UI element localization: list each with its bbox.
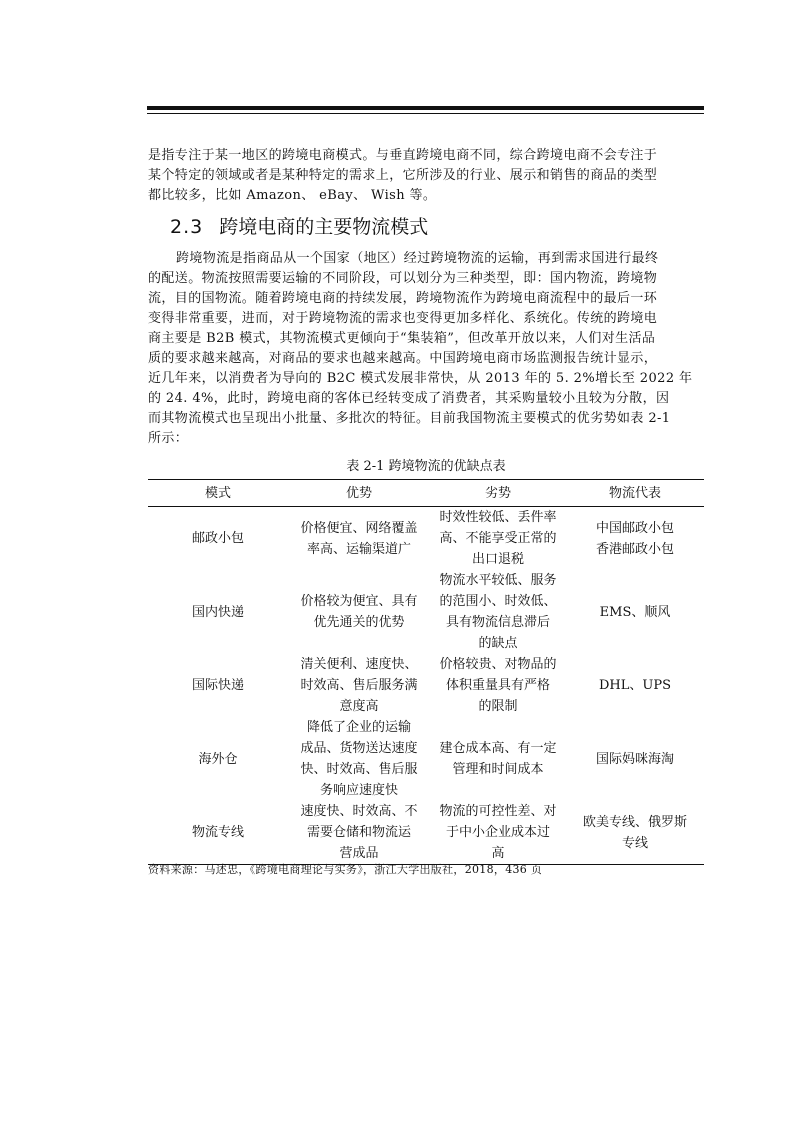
cell-line: 速度快、时效高、不 [300, 804, 418, 819]
table-header-row [148, 480, 704, 507]
table-row [148, 570, 704, 654]
cell-line: 营成品 [339, 846, 379, 861]
cell-line: 快、时效高、售后服 [300, 762, 418, 777]
cell-line: 国际快递 [191, 678, 244, 693]
cell-advantages [288, 717, 430, 801]
source-note: 资料来源：马述忠，《跨境电商理论与实务》，浙江大学出版社，2018，436 页 [148, 863, 543, 876]
cell-representatives [566, 654, 704, 717]
cell-line: 的缺点 [478, 636, 518, 651]
logistics-table [148, 479, 704, 865]
section-heading [170, 212, 428, 242]
table-row [148, 507, 704, 571]
cell-line: 中国邮政小包 [595, 520, 674, 536]
text-line: 的配送。物流按照需要运输的不同阶段，可以划分为三种类型，即：国内物流，跨境物 [148, 271, 658, 286]
cell-line: 物流专线 [191, 825, 244, 840]
cell-line: 香港邮政小包 [595, 541, 674, 557]
cell-disadvantages [430, 717, 566, 801]
cell-mode [148, 507, 288, 571]
cell-line: 邮政小包 [191, 531, 244, 546]
cell-line: 的限制 [478, 699, 518, 714]
text-line: 商主要是 B2B 模式，其物流模式更倾向于“集装箱”，但改革开放以来，人们对生活品 [148, 331, 656, 346]
cell-representatives [566, 801, 704, 865]
cell-line: 具有物流信息滞后 [445, 615, 550, 630]
cell-advantages [288, 654, 430, 717]
cell-line: 专线 [621, 835, 648, 851]
cell-disadvantages [430, 570, 566, 654]
cell-mode [148, 654, 288, 717]
header-disadvantages: 劣势 [430, 480, 566, 507]
cell-advantages [288, 570, 430, 654]
text-line: 跨境物流是指商品从一个国家（地区）经过跨境物流的运输，再到需求国进行最终 [176, 251, 659, 266]
cell-line: 海外仓 [198, 751, 238, 767]
text-line: 所示： [148, 431, 189, 446]
table-body [148, 507, 704, 865]
cell-line: 国际妈咪海淘 [595, 751, 674, 767]
cell-line: 出口退税 [471, 552, 524, 567]
cell-line: 价格较为便宜、具有 [300, 594, 418, 609]
section-number: 2.3 [170, 216, 204, 238]
cell-line: 高、不能享受正常的 [439, 531, 557, 546]
cell-representatives [566, 507, 704, 571]
cell-disadvantages [430, 654, 566, 717]
text-line: 近几年来，以消费者为导向的 B2C 模式发展非常快，从 2013 年的 5. 2%增长至 2022 年 [148, 371, 693, 386]
table-row [148, 801, 704, 865]
cell-line: DHL、UPS [598, 678, 671, 693]
cell-advantages [288, 507, 430, 571]
cell-line: 率高、运输渠道广 [306, 541, 411, 557]
cell-line: 优先通关的优势 [313, 615, 405, 630]
cell-line: 清关便利、速度快、 [300, 657, 418, 672]
cell-line: 的范围小、时效低、 [439, 594, 557, 609]
header-rule-thick [147, 106, 704, 110]
text-line: 而其物流模式也呈现出小批量、多批次的特征。目前我国物流主要模式的优劣势如表 2-1 [148, 411, 671, 426]
table-row [148, 717, 704, 801]
text-line: 质的要求越来越高，对商品的要求也越来越高。中国跨境电商市场监测报告统计显示， [148, 351, 658, 366]
text-line: 是指专注于某一地区的跨境电商模式。与垂直跨境电商不同，综合跨境电商不会专注于 [148, 148, 658, 163]
cell-line: 物流水平较低、服务 [439, 573, 557, 588]
paragraph-intro [148, 146, 704, 206]
cell-line: 成品、货物送达速度 [300, 741, 418, 756]
logistics-table-container [148, 479, 704, 865]
cell-mode [148, 570, 288, 654]
text-line: 的 24. 4%，此时，跨境电商的客体已经转变成了消费者，其采购量较小且较为分散，因 [148, 391, 670, 406]
section-title: 跨境电商的主要物流模式 [219, 216, 429, 238]
cell-line: 时效性较低、丢件率 [439, 510, 557, 525]
text-line: 都比较多，比如 Amazon、 eBay、 Wish 等。 [148, 188, 437, 203]
text-line: 某个特定的领域或者是某种特定的需求上，它所涉及的行业、展示和销售的商品的类型 [148, 168, 658, 183]
cell-representatives [566, 717, 704, 801]
cell-line: 价格较贵、对物品的 [439, 657, 557, 672]
cell-line: 高 [491, 846, 505, 861]
cell-line: 降低了企业的运输 [306, 720, 411, 735]
header-advantages: 优势 [288, 480, 430, 507]
table-caption: 表 2-1 跨境物流的优缺点表 [346, 459, 506, 474]
cell-line: 于中小企业成本过 [445, 825, 550, 840]
header-mode: 模式 [148, 480, 288, 507]
cell-mode [148, 801, 288, 865]
cell-line: 务响应速度快 [319, 783, 398, 798]
cell-disadvantages [430, 801, 566, 865]
cell-mode [148, 717, 288, 801]
text-line: 流，目的国物流。随着跨境电商的持续发展，跨境物流作为跨境电商流程中的最后一环 [148, 291, 658, 306]
cell-line: EMS、顺风 [599, 604, 671, 620]
cell-line: 时效高、售后服务满 [300, 678, 418, 693]
header-representatives: 物流代表 [566, 480, 704, 507]
cell-line: 价格便宜、网络覆盖 [300, 520, 418, 536]
cell-advantages [288, 801, 430, 865]
cell-line: 欧美专线、俄罗斯 [582, 814, 687, 830]
paragraph-logistics [148, 249, 704, 449]
table-row [148, 654, 704, 717]
cell-disadvantages [430, 507, 566, 571]
cell-line: 建仓成本高、有一定 [439, 741, 557, 756]
header-rule-thin [147, 113, 704, 114]
cell-line: 需要仓储和物流运 [306, 825, 411, 840]
cell-line: 意度高 [339, 699, 379, 714]
cell-line: 体积重量具有严格 [445, 678, 550, 693]
cell-line: 物流的可控性差、对 [439, 804, 557, 819]
cell-line: 管理和时间成本 [452, 762, 544, 777]
text-line: 变得非常重要，进而，对于跨境物流的需求也变得更加多样化、系统化。传统的跨境电 [148, 311, 658, 326]
cell-representatives [566, 570, 704, 654]
cell-line: 国内快递 [191, 604, 244, 620]
